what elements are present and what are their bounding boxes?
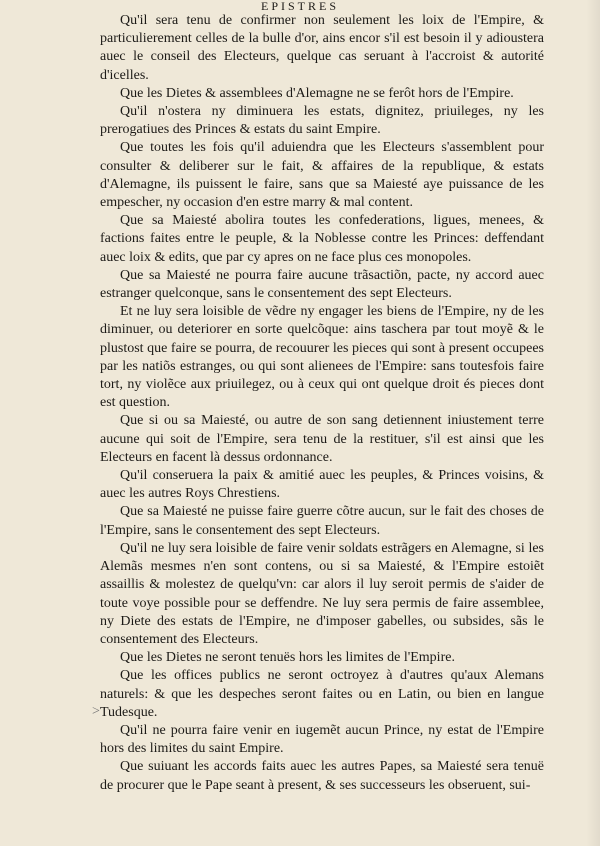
paragraph: Qu'il n'ostera ny diminuera les estats, dignitez, priuileges, ny les prerogatiues des Princes & estats du saint Empire. [100,104,544,138]
paragraph: Qu'il sera tenu de confirmer non seulement les loix de l'Empire, & particulierement celles de la bulle d'or, ains encor s'il est besoin il y adioustera auec le conseil des Electeurs, quelque cas seruant à l'accroist & autorité d'icelles. [100,13,544,83]
text-block [100,12,544,795]
running-head: EPISTRES [260,0,339,13]
paragraph: Qu'il conseruera la paix & amitié auec les peuples, & Princes voisins, & auec les autres Roys Chrestiens. [100,468,544,502]
paragraph: Et ne luy sera loisible de vẽdre ny engager les biens de l'Empire, ny de les diminuer, ou deteriorer en sorte quelcõque: ains taschera par tout moyẽ & le plustost que faire se pourra, de recouurer les pieces qui sont à present occupees par les natiõs estranges, ou qui sont alienees de l'Empire: sans toutesfois faire tort, ny violẽce aux priuilegez, ou à ceux qui ont quelque droit és pieces dont est question. [100,304,544,411]
paragraph: Que les Dietes ne seront tenuës hors les limites de l'Empire. [120,650,455,666]
paragraph: Qu'il ne luy sera loisible de faire venir soldats estrãgers en Alemagne, si les Alemãs mesmes n'en sont contens, ou si sa Maiesté, & l'Empire estoiẽt assaillis & molestez de quelqu'vn: car alors il luy seroit permis de s'aider de toute voye possible pour se deffendre. Ne luy sera permis de faire assemblee, ny Diete des estats de l'Empire, ne d'imposer gabelles, ou subsides, sãs le consentement des Electeurs. [100,540,544,647]
paragraph: Que les offices publics ne seront octroyez à d'autres qu'aux Alemans naturels: & que les despeches seront faites ou en Latin, ou bien en langue Tudesque. [100,668,544,720]
paragraph: Que sa Maiesté ne puisse faire guerre cõtre aucun, sur le fait des choses de l'Empire, sans le consentement des sept Electeurs. [100,504,544,538]
margin-bracket-mark: > [92,704,100,719]
paragraph: Que les Dietes & assemblees d'Alemagne ne se ferôt hors de l'Empire. [120,85,514,101]
paragraph: Qu'il ne pourra faire venir en iugemẽt aucun Prince, ny estat de l'Empire hors des limites du saint Empire. [100,722,544,757]
paragraph: Que suiuant les accords faits auec les autres Papes, sa Maiesté sera tenuë de procurer que le Pape seant à present, & ses successeurs les obseruent, sui- [100,759,544,793]
paragraph: Que sa Maiesté abolira toutes les confederations, ligues, menees, & factions faites entre le peuple, & la Noblesse contre les Princes: deffendant auec loix & edits, que par cy apres on ne face plus ces monopoles. [100,213,544,265]
paragraph: Que toutes les fois qu'il aduiendra que les Electeurs s'assemblent pour consulter & deliberer sur le fait, & affaires de la republique, & estats d'Alemagne, ils puissent le faire, sans que sa Maiesté aye puissance de les empescher, ny occasion d'en estre marry & mal content. [100,140,544,211]
paragraph: Que si ou sa Maiesté, ou autre de son sang detiennent iniustement terre aucune qui soit de l'Empire, sera tenu de la restituer, s'il est ainsi que les Electeurs en facent là dessus ordonnance. [100,413,544,465]
paragraph: Que sa Maiesté ne pourra faire aucune trãsactiõn, pacte, ny accord auec estranger quelconque, sans le consentement des sept Electeurs. [100,267,544,302]
